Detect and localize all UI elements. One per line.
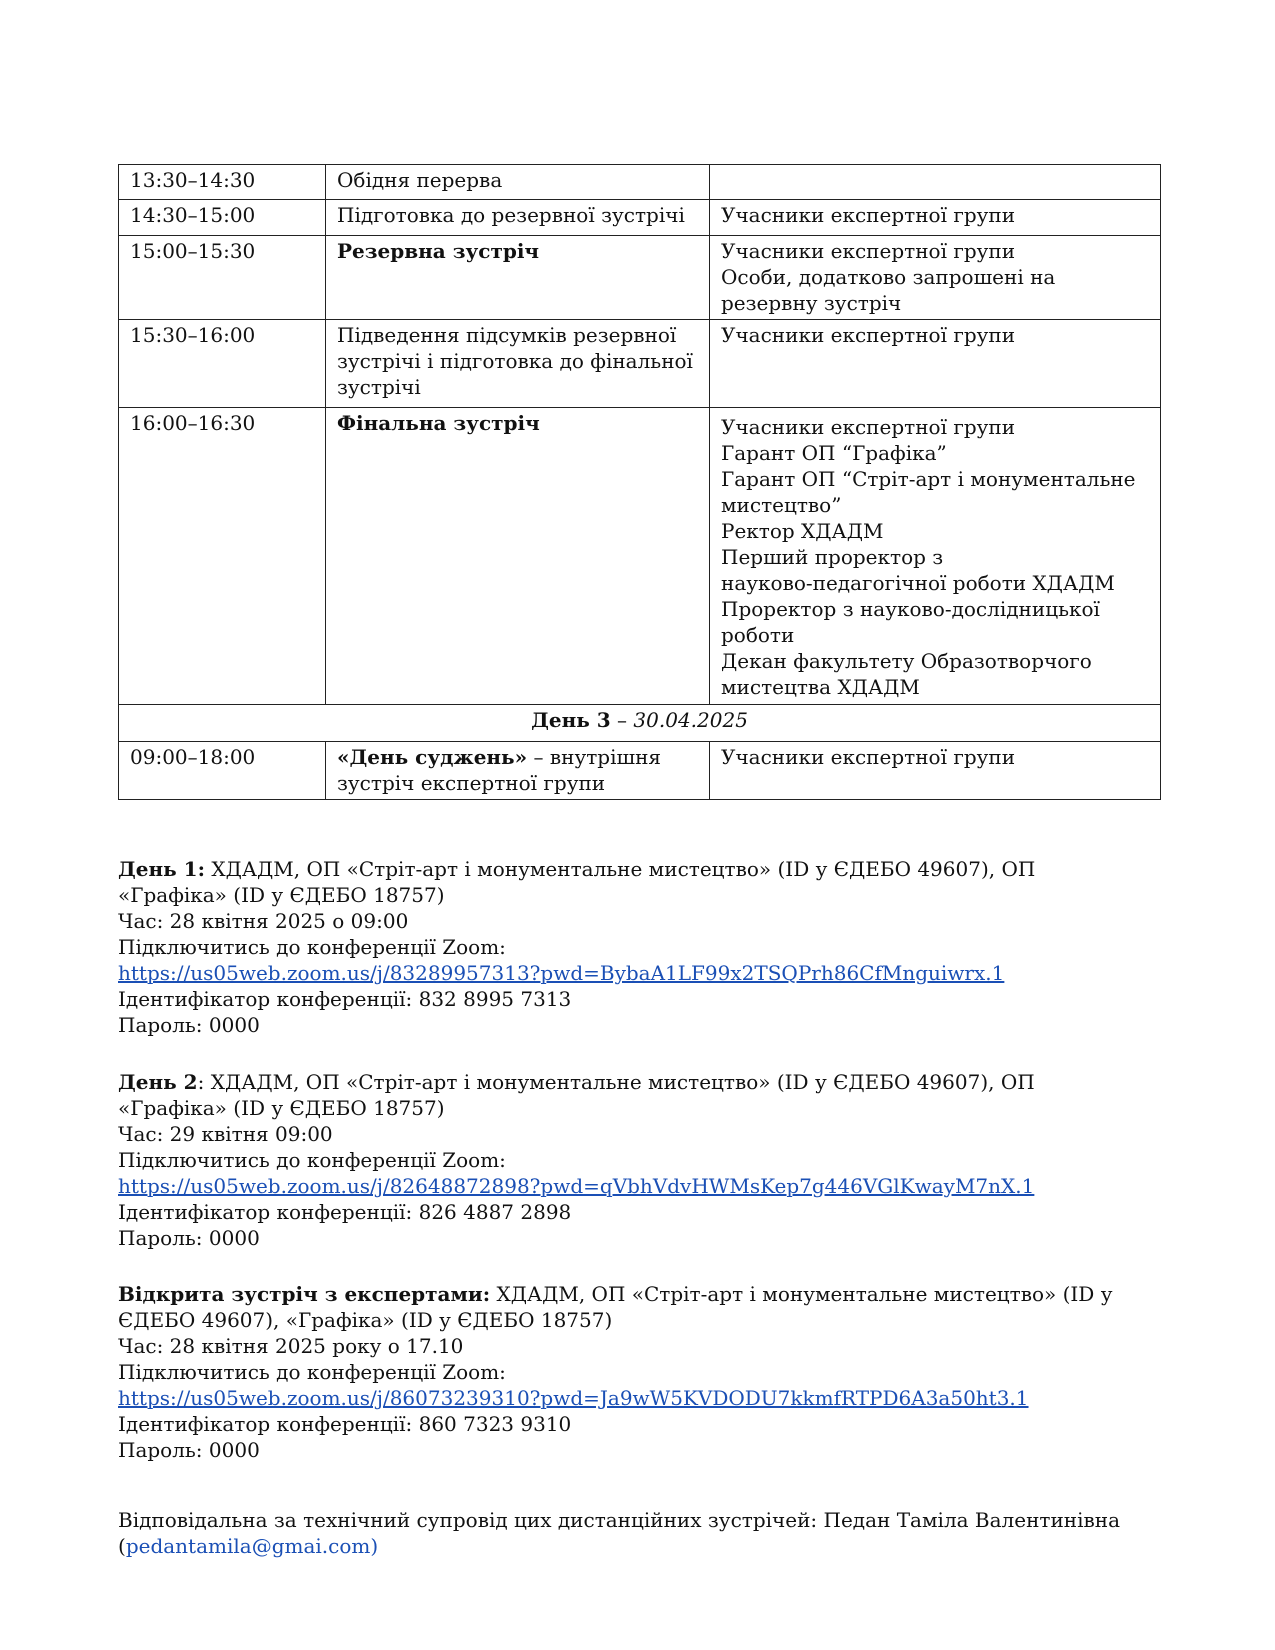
close-paren: ) — [370, 1534, 379, 1558]
day1-description-cont: «Графіка» (ID у ЄДЕБО 18757) — [118, 883, 445, 907]
participant-line: Проректор з науково-дослідницької — [721, 597, 1100, 621]
responsible-contact — [118, 1533, 1178, 1559]
day-header-row — [119, 705, 1161, 742]
table-row — [119, 408, 1161, 705]
time-cell: 15:00–15:30 — [119, 236, 326, 320]
open-paren: ( — [118, 1534, 126, 1558]
table-row — [119, 742, 1161, 800]
responsible-section — [118, 1507, 1178, 1559]
activity-line: Підведення підсумків резервної — [337, 323, 677, 347]
open-meeting-connect-label: Підключитись до конференції Zoom: — [118, 1360, 506, 1384]
table-row — [119, 236, 1161, 320]
day1-conference-id: Ідентифікатор конференції: 832 8995 7313 — [118, 987, 572, 1011]
participant-line: Учасники експертної групи — [721, 239, 1016, 263]
participants-cell: Учасники експертної групи — [710, 742, 1161, 800]
table-row — [119, 200, 1161, 236]
day3-date: 30.04.2025 — [633, 708, 748, 732]
participant-line: мистецтва ХДАДМ — [721, 675, 920, 699]
participant-line: Особи, додатково запрошені на — [721, 265, 1056, 289]
day2-description: : ХДАДМ, ОП «Стріт-арт і монументальне мистецтво» (ID у ЄДЕБО 49607), ОП — [197, 1070, 1035, 1094]
open-meeting-description-cont: ЄДЕБО 49607), «Графіка» (ID у ЄДЕБО 18757) — [118, 1308, 613, 1332]
participant-line: Учасники експертної групи — [721, 415, 1016, 439]
responsible-text: Відповідальна за технічний супровід цих дистанційних зустрічей: Педан Таміла Валентинівна — [118, 1508, 1121, 1532]
time-cell: 14:30–15:00 — [119, 200, 326, 236]
day2-label: День 2 — [118, 1070, 198, 1094]
day2-description-cont: «Графіка» (ID у ЄДЕБО 18757) — [118, 1096, 445, 1120]
activity-cell: Підготовка до резервної зустрічі — [326, 200, 710, 236]
day1-heading-line — [118, 856, 1178, 882]
activity-cell: Фінальна зустріч — [326, 408, 710, 705]
day2-heading-line — [118, 1069, 1178, 1095]
day1-password: Пароль: 0000 — [118, 1013, 260, 1037]
day2-connect-label: Підключитись до конференції Zoom: — [118, 1148, 506, 1172]
day1-section — [118, 856, 1178, 1038]
participant-line: Декан факультету Образотворчого — [721, 649, 1092, 673]
participant-line: Ректор ХДАДМ — [721, 519, 884, 543]
participant-line: науково-педагогічної роботи ХДАДМ — [721, 571, 1115, 595]
activity-rest: – внутрішня — [527, 745, 662, 769]
open-meeting-heading-line — [118, 1281, 1178, 1307]
open-meeting-label: Відкрита зустріч з експертами: — [118, 1282, 491, 1306]
open-meeting-conference-id: Ідентифікатор конференції: 860 7323 9310 — [118, 1412, 572, 1436]
day2-time: Час: 29 квітня 09:00 — [118, 1122, 333, 1146]
day3-dash: – — [610, 708, 634, 732]
day2-section — [118, 1069, 1178, 1251]
time-cell: 15:30–16:00 — [119, 320, 326, 408]
participant-line: Гарант ОП “Графіка” — [721, 441, 947, 465]
activity-line: зустріч експертної групи — [337, 771, 606, 795]
email-link[interactable]: pedantamila@gmai.com — [125, 1534, 371, 1558]
activity-line — [337, 744, 698, 770]
time-cell: 13:30–14:30 — [119, 165, 326, 200]
participants-cell: Учасники експертної групи — [710, 200, 1161, 236]
day3-heading — [119, 705, 1161, 742]
day1-zoom-link[interactable]: https://us05web.zoom.us/j/83289957313?pwd=BybaA1LF99x2TSQPrh86CfMnguiwrx.1 — [118, 961, 1005, 985]
day1-time: Час: 28 квітня 2025 о 09:00 — [118, 909, 409, 933]
participant-line: Перший проректор з — [721, 545, 944, 569]
time-cell: 16:00–16:30 — [119, 408, 326, 705]
participants-cell: Учасники експертної групи — [710, 320, 1161, 408]
participant-line: мистецтво” — [721, 493, 842, 517]
day1-connect-label: Підключитись до конференції Zoom: — [118, 935, 506, 959]
participant-line: роботи — [721, 623, 795, 647]
activity-cell: Обідня перерва — [326, 165, 710, 200]
open-meeting-description: ХДАДМ, ОП «Стріт-арт і монументальне мистецтво» (ID у — [490, 1282, 1113, 1306]
day1-description: ХДАДМ, ОП «Стріт-арт і монументальне мистецтво» (ID у ЄДЕБО 49607), ОП — [204, 857, 1036, 881]
day1-label: День 1: — [118, 857, 205, 881]
open-meeting-password: Пароль: 0000 — [118, 1438, 260, 1462]
open-meeting-zoom-link[interactable]: https://us05web.zoom.us/j/86073239310?pwd=Ja9wW5KVDODU7kkmfRTPD6A3a50ht3.1 — [118, 1386, 1029, 1410]
activity-line: зустрічі і підготовка до фінальної — [337, 349, 693, 373]
activity-cell — [326, 320, 710, 408]
activity-line: зустрічі — [337, 375, 421, 399]
open-meeting-section — [118, 1281, 1178, 1463]
participant-line: резервну зустріч — [721, 291, 902, 315]
participants-cell — [710, 165, 1161, 200]
table-row — [119, 320, 1161, 408]
table-row — [119, 165, 1161, 200]
activity-cell — [326, 742, 710, 800]
day2-conference-id: Ідентифікатор конференції: 826 4887 2898 — [118, 1200, 572, 1224]
activity-title: «День суджень» — [337, 745, 528, 769]
participant-line: Гарант ОП “Стріт-арт і монументальне — [721, 467, 1136, 491]
day2-password: Пароль: 0000 — [118, 1226, 260, 1250]
participants-cell — [710, 408, 1161, 705]
day2-zoom-link[interactable]: https://us05web.zoom.us/j/82648872898?pwd=qVbhVdvHWMsKep7g446VGlKwayM7nX.1 — [118, 1174, 1035, 1198]
activity-cell: Резервна зустріч — [326, 236, 710, 320]
participants-cell — [710, 236, 1161, 320]
schedule-table — [118, 164, 1161, 800]
open-meeting-time: Час: 28 квітня 2025 року о 17.10 — [118, 1334, 464, 1358]
time-cell: 09:00–18:00 — [119, 742, 326, 800]
day3-label: День 3 — [531, 708, 611, 732]
